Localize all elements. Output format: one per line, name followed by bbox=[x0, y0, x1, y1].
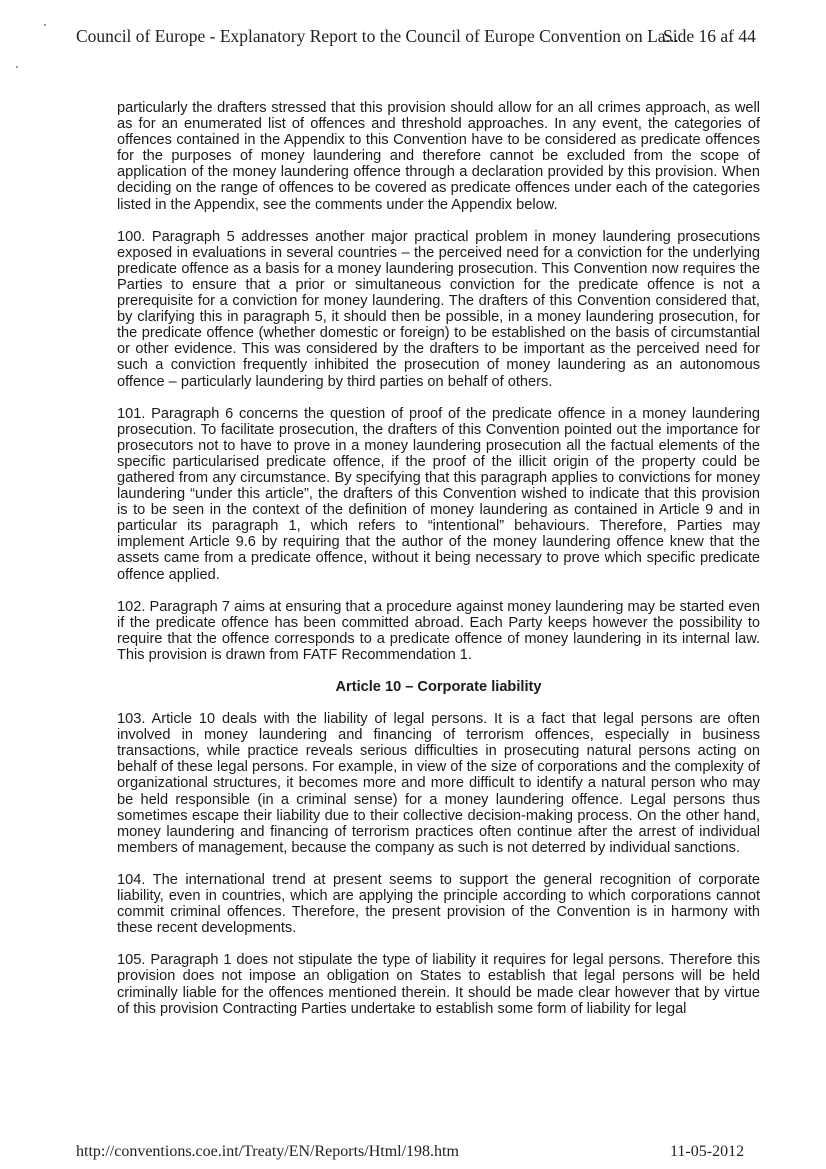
paragraph-103: 103. Article 10 deals with the liability of legal persons. It is a fact that legal persons are often involved in money laundering and financing of terrorism offences, especially in business transactions, while practice reveals serious difficulties in prosecuting natural persons acting on behalf of these legal persons. For example, in view of the size of corporations and the complexity of organizational structures, it becomes more and more difficult to identify a natural person who may be held responsible (in a criminal sense) for a money laundering offence. Legal persons thus sometimes escape their liability due to their collective decision-making process. On the other hand, money laundering and financing of terrorism practices often continue after the arrest of individual members of management, because the company as such is not deterred by individual sanctions. bbox=[117, 711, 760, 856]
paragraph-104: 104. The international trend at present seems to support the general recognition of corporate liability, even in countries, which are applying the principle according to which corporations cannot commit criminal offences. Therefore, the present provision of the Convention is in harmony with these recent developments. bbox=[117, 871, 760, 937]
scan-speck bbox=[16, 66, 18, 68]
footer-date: 11-05-2012 bbox=[670, 1143, 745, 1160]
document-title: Council of Europe - Explanatory Report to the Council of Europe Convention on La... bbox=[76, 26, 679, 46]
paragraph-101: 101. Paragraph 6 concerns the question of proof of the predicate offence in a money laundering prosecution. To facilitate prosecution, the drafters of this Convention pointed out the importance for prosecutors not to have to prove in a money laundering prosecution all the factual elements of the specific particularised predicate offence, if the proof of the illicit origin of the property could be gathered from any circumstance. By specifying that this paragraph applies to convictions for money laundering “under this article”, the drafters of this Convention wished to indicate that this provision is to be seen in the context of the definition of money laundering as contained in Article 9 and in particular its paragraph 1, which refers to “intentional” behaviours. Therefore, Parties may implement Article 9.6 by requiring that the author of the money laundering offence knew that the assets came from a predicate offence, without it being necessary to prove which specific predicate offence applied. bbox=[117, 405, 760, 583]
footer-url: http://conventions.coe.int/Treaty/EN/Reports/Html/198.htm bbox=[76, 1143, 459, 1160]
paragraph-105: 105. Paragraph 1 does not stipulate the type of liability it requires for legal persons. Therefore this provision does not impose an obligation on States to establish that legal persons will be held criminally liable for the offences mentioned therein. It should be made clear however that by virtue of this provision Contracting Parties undertake to establish some form of liability for legal bbox=[117, 952, 760, 1017]
page-number: Side 16 af 44 bbox=[663, 26, 756, 46]
paragraph-102: 102. Paragraph 7 aims at ensuring that a procedure against money laundering may be started even if the predicate offence has been committed abroad. Each Party keeps however the possibility to require that the offence corresponds to a predicate offence of money laundering in its internal law. This provision is drawn from FATF Recommendation 1. bbox=[117, 598, 760, 663]
document-body bbox=[117, 100, 760, 1033]
section-heading: Article 10 – Corporate liability bbox=[335, 679, 542, 695]
paragraph-continued: particularly the drafters stressed that this provision should allow for an all crimes approach, as well as for an enumerated list of offences and threshold approaches. In any event, the categories of offences contained in the Appendix to this Convention have to be considered as predicate offences for the purposes of money laundering and therefore cannot be excluded from the scope of application of the money laundering offence through a declaration provided by this provision. When deciding on the range of offences to be covered as predicate offences under each of the categories listed in the Appendix, see the comments under the Appendix below. bbox=[117, 100, 760, 213]
paragraph-100: 100. Paragraph 5 addresses another major practical problem in money laundering prosecutions exposed in evaluations in several countries – the perceived need for a conviction for the underlying predicate offence as a basis for a money laundering prosecution. This Convention now requires the Parties to ensure that a prior or simultaneous conviction for the predicate offence is not a prerequisite for a conviction for money laundering. The drafters of this Convention considered that, by clarifying this in paragraph 5, it should then be possible, in a money laundering prosecution, for the predicate offence (whether domestic or foreign) to be established on the basis of circumstantial or other evidence. This was considered by the drafters to be important as the perceived need for such a conviction frequently inhibited the prosecution of money laundering as an autonomous offence – particularly laundering by third parties on behalf of others. bbox=[117, 228, 760, 390]
page-header bbox=[0, 22, 826, 52]
